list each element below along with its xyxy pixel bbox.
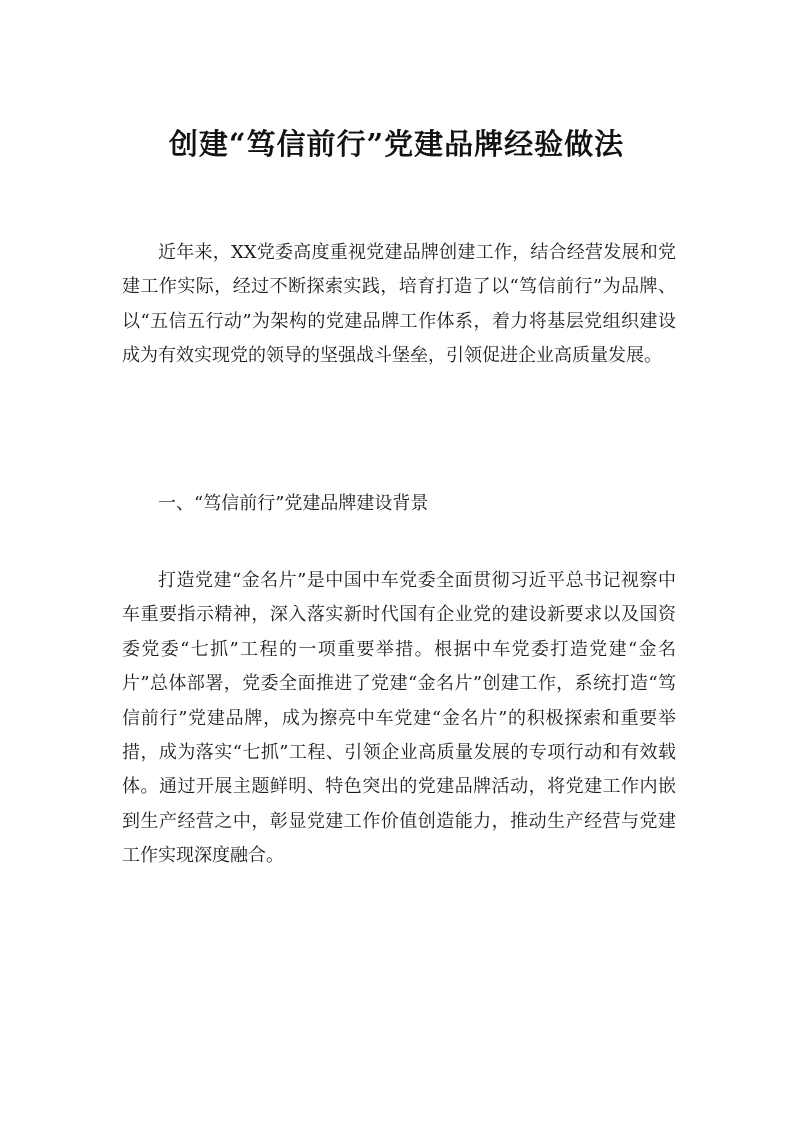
section-heading-background: 一、“笃信前行”党建品牌建设背景 [158,493,429,514]
section-body-paragraph: 打造党建“金名片”是中国中车党委全面贯彻习近平总书记视察中车重要指示精神，深入落实新时代国有企业党的建设新要求以及国资委党委“七抓”工程的一项重要举措。根据中车党委打造党建“金名片”总体部署，党委全面推进了党建“金名片”创建工作，系统打造“笃信前行”党建品牌，成为擦亮中车党建“金名片”的积极探索和重要举措，成为落实“七抓”工程、引领企业高质量发展的专项行动和有效载体。通过开展主题鲜明、特色突出的党建品牌活动，将党建工作内嵌到生产经营之中，彰显党建工作价值创造能力，推动生产经营与党建工作实现深度融合。 [122,570,676,867]
document-title: 创建“笃信前行”党建品牌经验做法 [168,127,625,161]
intro-paragraph: 近年来，XX党委高度重视党建品牌创建工作，结合经营发展和党建工作实际，经过不断探索实践，培育打造了以“笃信前行”为品牌、以“五信五行动”为架构的党建品牌工作体系，着力将基层党组织建设成为有效实现党的领导的坚强战斗堡垒，引领促进企业高质量发展。 [122,242,676,367]
